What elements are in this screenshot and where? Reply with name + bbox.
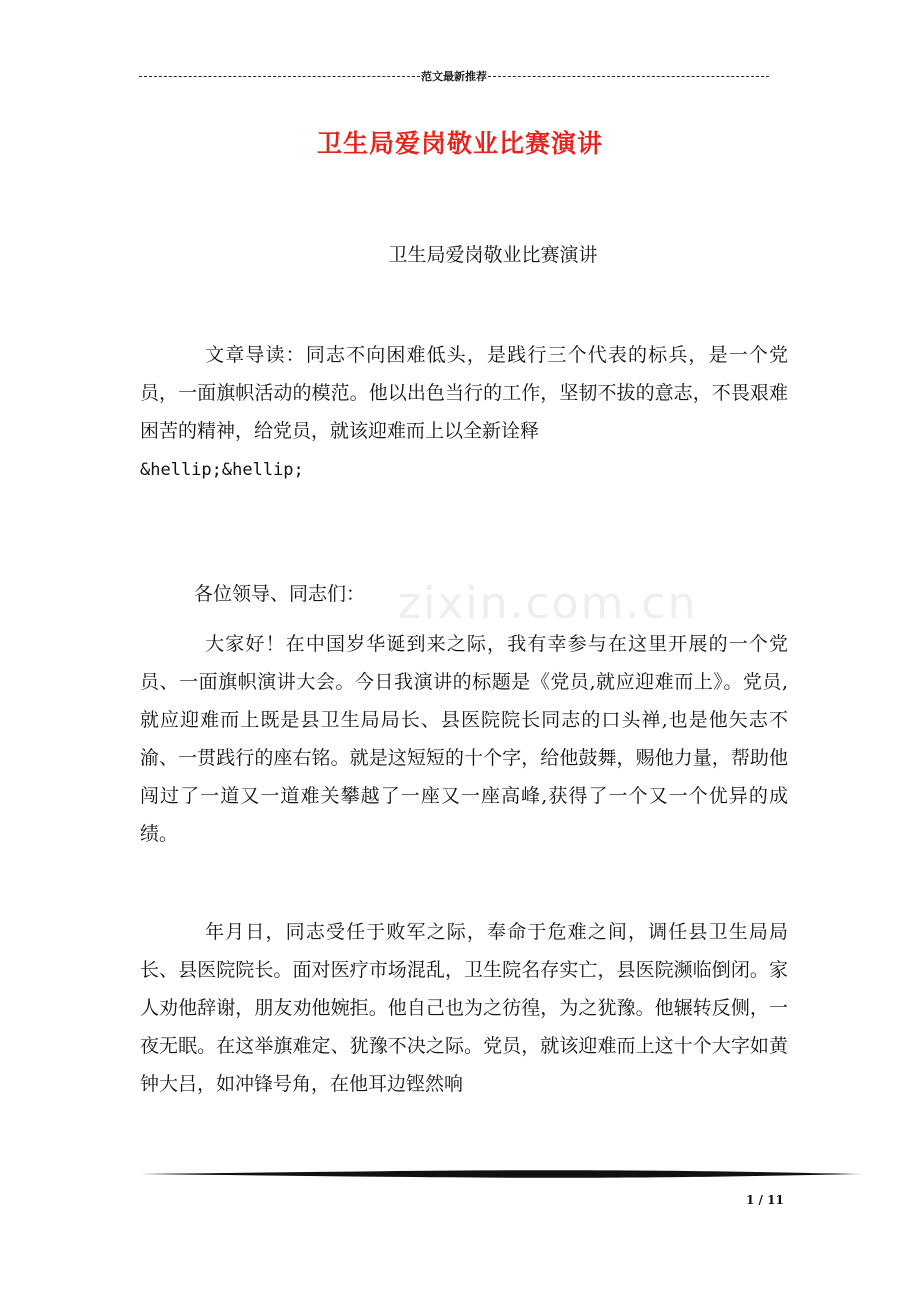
paragraph-text: 年月日，同志受任于败军之际，奉命于危难之间，调任县卫生局局长、县医院院长。面对医疗市场混乱，卫生院名存实亡，县医院濒临倒闭。家人劝他辞谢，朋友劝他婉拒。他自己也为之彷徨，为之犹豫。他辗转反侧，一夜无眠。在这举旗难定、犹豫不决之际。党员，就该迎难而上这十个大字如黄钟大吕，如冲锋号角，在他耳边铿然响	[140, 921, 788, 1095]
document-subtitle: 卫生局爱岗敬业比赛演讲	[388, 244, 598, 266]
paragraph-text: 大家好！在中国岁华诞到来之际，我有幸参与在这里开展的一个党员、一面旗帜演讲大会。今日我演讲的标题是《党员,就应迎难而上》。党员,就应迎难而上既是县卫生局局长、县医院院长同志的口头禅,也是他矢志不渝、一贯践行的座右铭。就是这短短的十个字，给他鼓舞，赐他力量，帮助他闯过了一道又一道难关攀越了一座又一座高峰,获得了一个又一个优异的成绩。	[140, 633, 788, 845]
header-label: 范文最新推荐	[421, 70, 487, 83]
intro-text: 文章导读：同志不向困难低头，是践行三个代表的标兵，是一个党员，一面旗帜活动的模范。他以出色当行的工作，坚韧不拔的意志，不畏艰难困苦的精神，给党员，就该迎难而上以全新诠释	[140, 344, 788, 442]
document-title: 卫生局爱岗敬业比赛演讲	[316, 129, 603, 158]
footer-rule	[140, 1169, 864, 1179]
intro-paragraph	[140, 336, 788, 489]
header-dashes-left	[139, 76, 420, 77]
header-dashes-right	[488, 76, 769, 77]
intro-ellipsis-entity: &hellip;&hellip;	[140, 460, 304, 480]
body-paragraph-1	[140, 625, 788, 853]
body-paragraph-2	[140, 913, 788, 1103]
greeting: 各位领导、同志们：	[194, 583, 366, 605]
page-number: 1 / 11	[746, 1193, 784, 1207]
watermark: zixin.com.cn	[398, 578, 698, 629]
page-header	[139, 66, 769, 86]
